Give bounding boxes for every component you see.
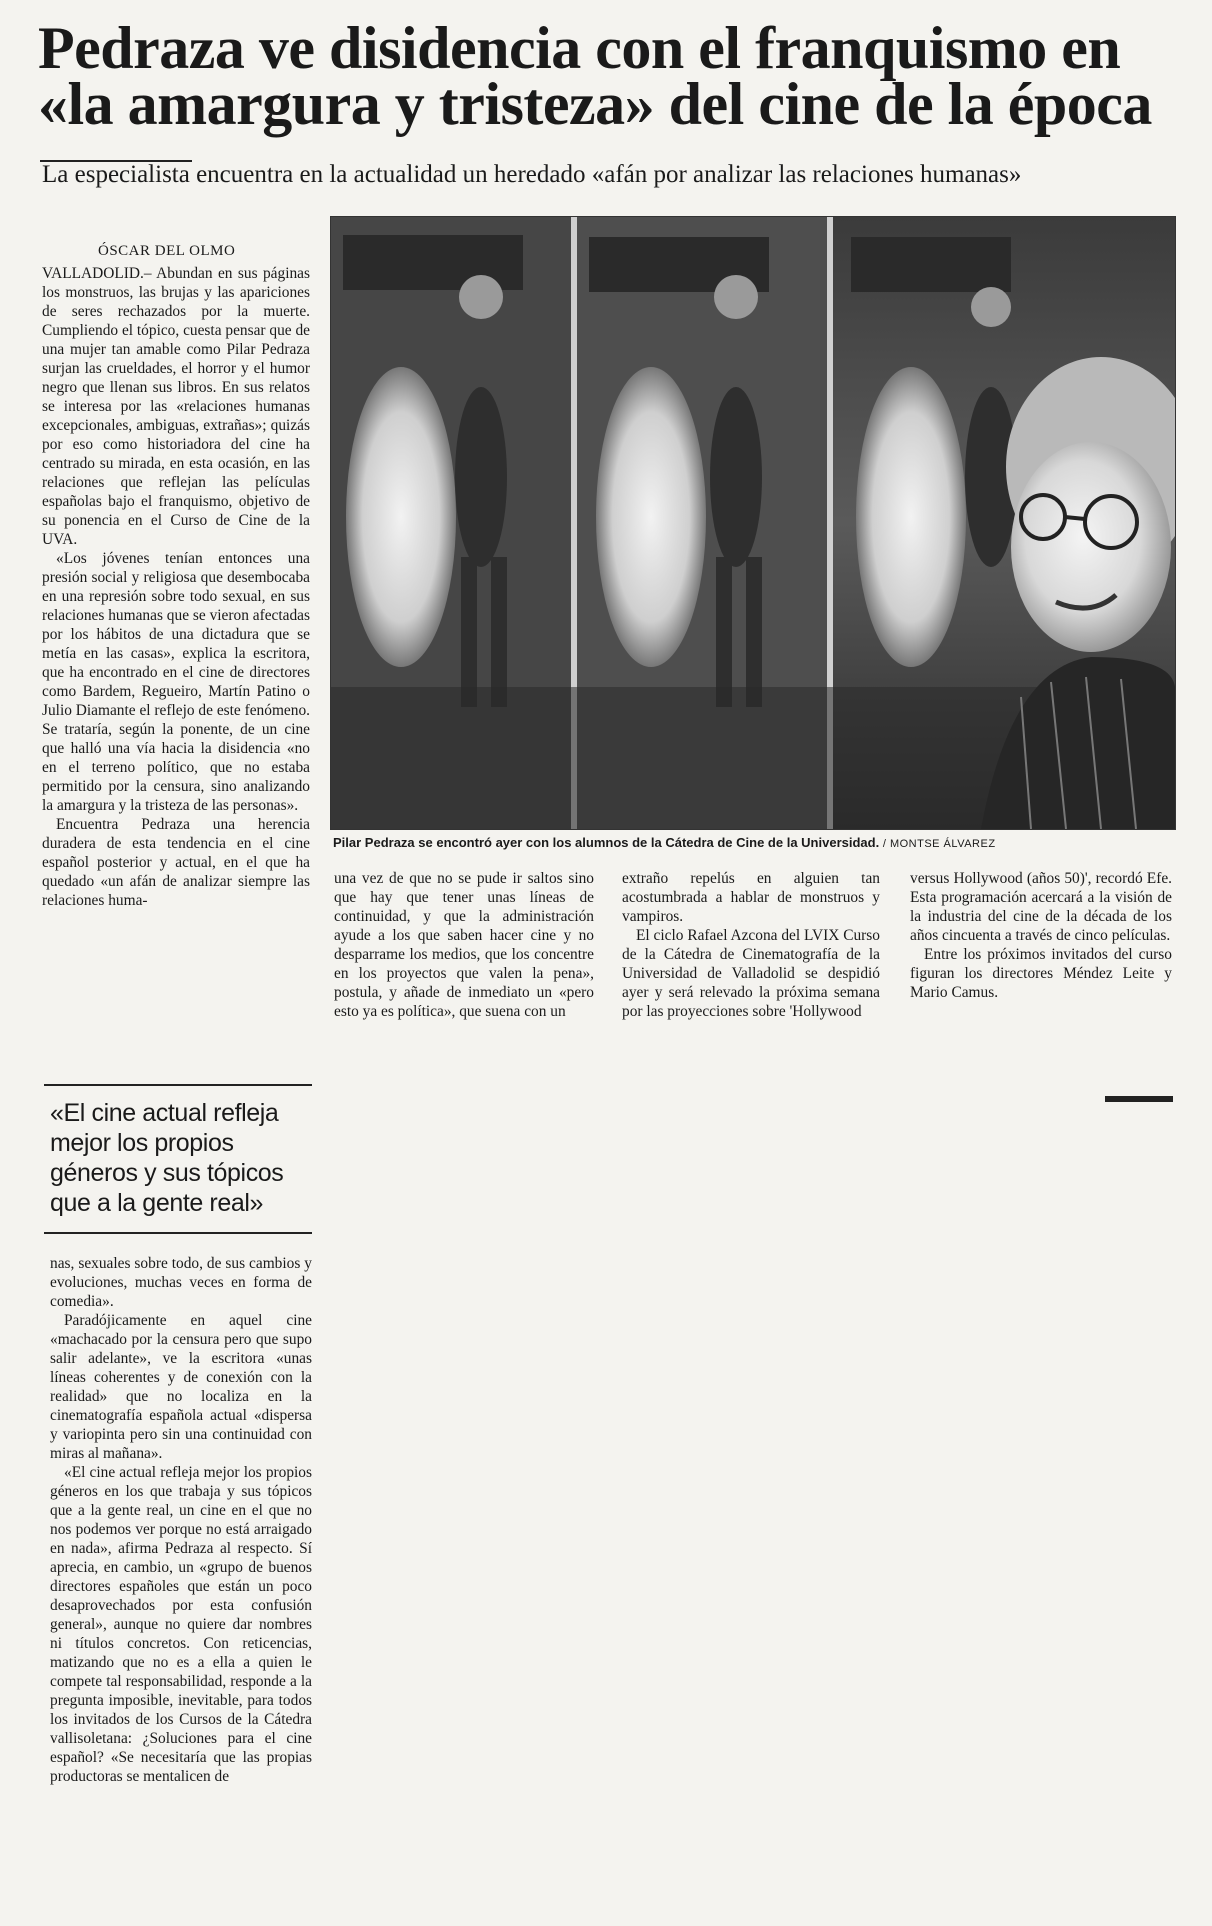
- headline: [38, 15, 1178, 137]
- column-1-bottom: [50, 1254, 312, 1786]
- paragraph: «Los jóvenes tenían entonces una presión social y religiosa que desembocaba en una represión sobre todo sexual, en sus relaciones humanas que se vieron afectadas por los hábitos de una dictadura que se metía en las casas», explica la escritora, que ha encontrado en el cine de directores como Bardem, Regueiro, Martín Patino o Julio Diamante el reflejo de este fenómeno. Se trataría, según la ponente, de un cine que halló una vía hacia la disidencia «no en el terreno político, que no estaba permitido por la censura, sino analizando la amargura y la tristeza de las personas».: [42, 550, 310, 814]
- paragraph: extraño repelús en alguien tan acostumbrada a hablar de monstruos y vampiros.: [622, 870, 880, 925]
- article-photo: [330, 216, 1176, 830]
- subheadline: La especialista encuentra en la actualidad un heredado «afán por analizar las relaciones humanas»: [42, 161, 1022, 188]
- column-4: [910, 869, 1172, 1002]
- paragraph: Encuentra Pedraza una herencia duradera de esta tendencia en el cine español posterior y actual, en el que ha quedado «un afán de analizar siempre las relaciones huma-: [42, 816, 310, 909]
- article-end-mark: [1105, 1096, 1173, 1102]
- caption-text: Pilar Pedraza se encontró ayer con los alumnos de la Cátedra de Cine de la Universidad.: [333, 835, 880, 850]
- paragraph: VALLADOLID.– Abundan en sus páginas los monstruos, las brujas y las apariciones de seres rechazados por la muerte. Cumpliendo el tópico, cuesta pensar que de una mujer tan amable como Pilar Pedraza surjan las crueldades, el horror y el humor negro que llenan sus libros. En sus relatos se interesa por las «relaciones humanas excepcionales, ambiguas, extrañas»; quizás por eso como historiadora del cine ha centrado su mirada, en esta ocasión, en las relaciones que reflejan las películas españolas bajo el franquismo, objetivo de su ponencia en el Curso de Cine de la UVA.: [42, 265, 310, 548]
- paragraph: nas, sexuales sobre todo, de sus cambios y evoluciones, muchas veces en forma de comedia».: [50, 1255, 312, 1310]
- paragraph: «El cine actual refleja mejor los propios géneros en los que trabaja y sus tópicos que a la gente real, un cine en el que no nos podemos ver porque no está arraigado en nada», afirma Pedraza al respecto. Sí aprecia, en cambio, un «grupo de buenos directores españoles que están un poco desaprovechados por esta confusión general», aunque no quiere dar nombres ni títulos concretos. Con reticencias, matizando que no es a ella a quien le compete tal responsabilidad, responde a la pregunta imposible, inevitable, para todos los invitados de los Cursos de la Cátedra vallisoletana: ¿Soluciones para el cine español? «Se necesitaría que las propias productoras se mentalicen de: [50, 1464, 312, 1785]
- column-1-top: [42, 264, 310, 910]
- pull-quote: «El cine actual refleja mejor los propios géneros y sus tópicos que a la gente real»: [50, 1099, 284, 1217]
- byline: ÓSCAR DEL OLMO: [98, 243, 236, 259]
- photo-image: [331, 217, 1175, 829]
- paragraph: versus Hollywood (años 50)', recordó Efe. Esta programación acercará a la visión de la industria del cine de la década de los años cincuenta a través de cinco películas.: [910, 870, 1172, 944]
- column-3: [622, 869, 880, 1021]
- headline-line-2: «la amargura y tristeza» del cine de la época: [38, 71, 1152, 137]
- paragraph: una vez de que no se pude ir saltos sino que hay que tener unas líneas de continuidad, y que la administración ayude a los que saben hacer cine y no desparrame los medios, que los concentre en los proyectos que valen la pena», postula, y añade de inmediato un «pero esto ya es política», que suena con un: [334, 870, 594, 1020]
- photo-caption: [333, 835, 1193, 850]
- pull-quote-rule-bottom: [44, 1232, 312, 1234]
- paragraph: Entre los próximos invitados del curso figuran los directores Méndez Leite y Mario Camus.: [910, 946, 1172, 1001]
- paragraph: Paradójicamente en aquel cine «machacado por la censura pero que supo salir adelante», ve la escritora «unas líneas coherentes y de conexión con la realidad» que no localiza en la cinematografía española actual «dispersa y variopinta pero sin una continuidad con miras al mañana».: [50, 1312, 312, 1462]
- photo-credit: / MONTSE ÁLVAREZ: [882, 838, 996, 850]
- paragraph: El ciclo Rafael Azcona del LVIX Curso de la Cátedra de Cinematografía de la Universidad de Valladolid se despidió ayer y será relevado la próxima semana por las proyecciones sobre 'Hollywood: [622, 927, 880, 1020]
- headline-line-1: Pedraza ve disidencia con el franquismo en: [38, 15, 1121, 81]
- pull-quote-rule-top: [44, 1084, 312, 1086]
- column-2: [334, 869, 594, 1021]
